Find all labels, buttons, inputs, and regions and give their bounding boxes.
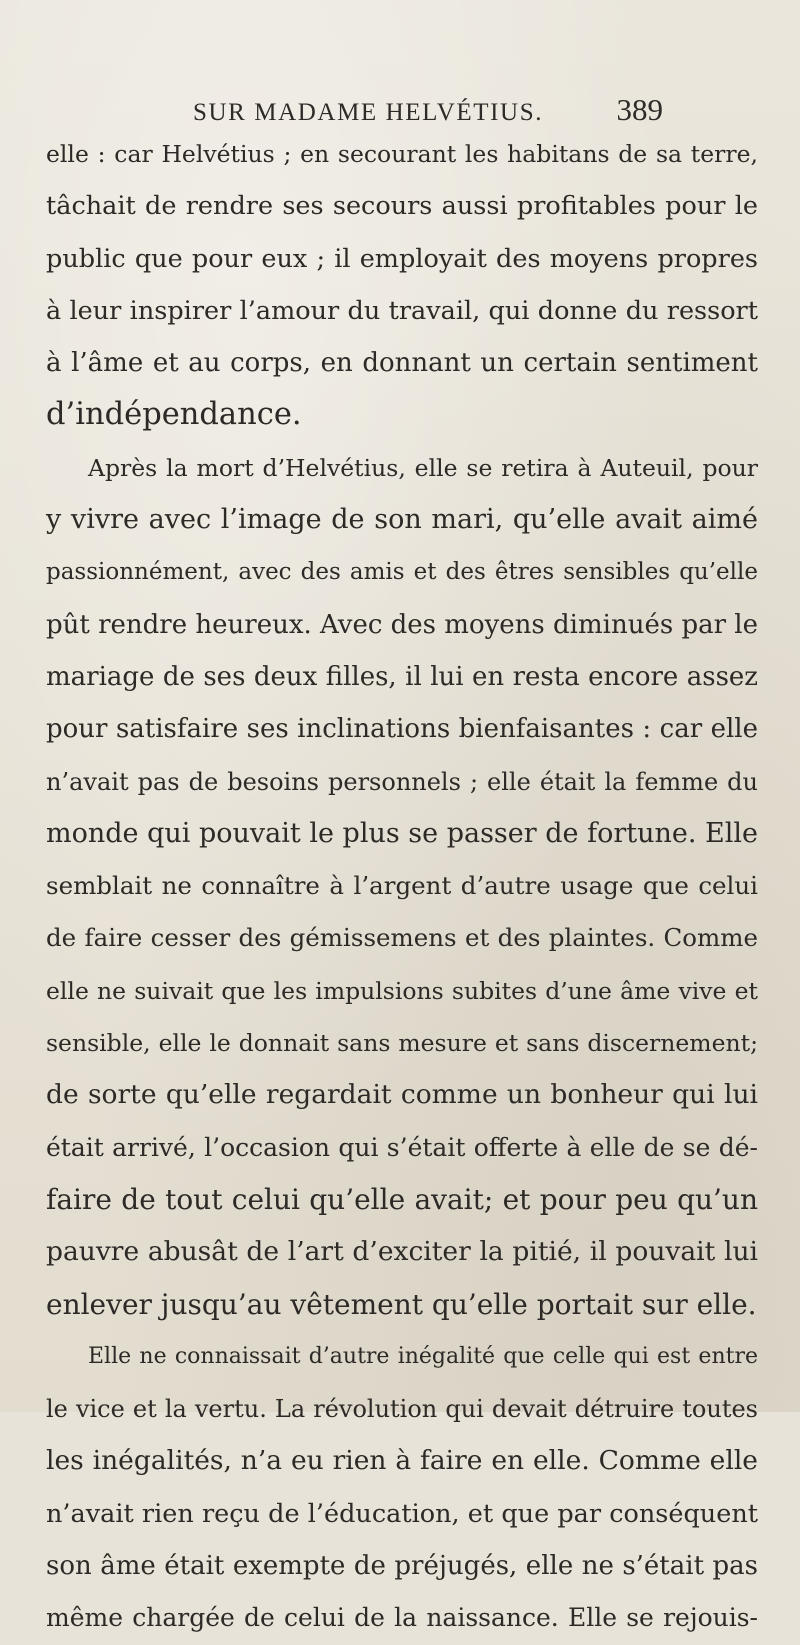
running-title: SUR MADAME HELVÉTIUS. <box>193 99 544 126</box>
text-line: mariage de ses deux filles, il lui en resta encore assez <box>46 661 758 692</box>
text-line: n’avait pas de besoins personnels ; elle était la femme du <box>46 767 758 796</box>
text-line: sensible, elle le donnait sans mesure et sans discernement; <box>46 1029 758 1058</box>
text-line: faire de tout celui qu’elle avait; et pour peu qu’un <box>46 1182 758 1216</box>
text-line: de faire cesser des gémissemens et des plaintes. Comme <box>46 923 758 953</box>
text-line: d’indépendance. <box>46 397 302 433</box>
text-line: pour satisfaire ses inclinations bienfaisantes : car elle <box>46 714 758 745</box>
text-line: pût rendre heureux. Avec des moyens diminués par le <box>46 609 758 640</box>
text-line: n’avait rien reçu de l’éducation, et que par conséquent <box>46 1498 758 1529</box>
text-line: passionnément, avec des amis et des êtres sensibles qu’elle <box>46 559 758 586</box>
text-line: son âme était exempte de préjugés, elle ne s’était pas <box>46 1551 758 1582</box>
text-line: même chargée de celui de la naissance. Elle se rejouis- <box>46 1603 758 1633</box>
text-line: à l’âme et au corps, en donnant un certain sentiment <box>46 348 758 379</box>
text-line: elle ne suivait que les impulsions subites d’une âme vive et <box>46 976 758 1005</box>
text-line: Elle ne connaissait d’autre inégalité que celle qui est entre <box>88 1343 758 1369</box>
text-line: tâchait de rendre ses secours aussi profitables pour le <box>46 191 758 222</box>
body-text <box>46 128 758 1645</box>
text-line: elle : car Helvétius ; en secourant les habitans de sa terre, <box>46 140 758 168</box>
text-line: à leur inspirer l’amour du travail, qui donne du ressort <box>46 295 758 326</box>
text-line: semblait ne connaître à l’argent d’autre usage que celui <box>46 871 758 901</box>
text-line: de sorte qu’elle regardait comme un bonheur qui lui <box>46 1079 758 1111</box>
text-line: Après la mort d’Helvétius, elle se retira à Auteuil, pour <box>88 453 758 482</box>
text-line: public que pour eux ; il employait des moyens propres <box>46 243 758 274</box>
text-line: enlever jusqu’au vêtement qu’elle portait sur elle. <box>46 1287 757 1321</box>
text-line: y vivre avec l’image de son mari, qu’elle avait aimé <box>46 504 758 536</box>
page-number: 389 <box>616 92 663 127</box>
text-line: était arrivé, l’occasion qui s’était offerte à elle de se dé- <box>46 1132 758 1162</box>
text-line: les inégalités, n’a eu rien à faire en elle. Comme elle <box>46 1445 758 1477</box>
text-line: monde qui pouvait le plus se passer de fortune. Elle <box>46 817 758 849</box>
text-line: pauvre abusât de l’art d’exciter la pitié, il pouvait lui <box>46 1236 758 1268</box>
text-line: le vice et la vertu. La révolution qui devait détruire toutes <box>46 1395 758 1424</box>
running-header <box>193 92 663 132</box>
